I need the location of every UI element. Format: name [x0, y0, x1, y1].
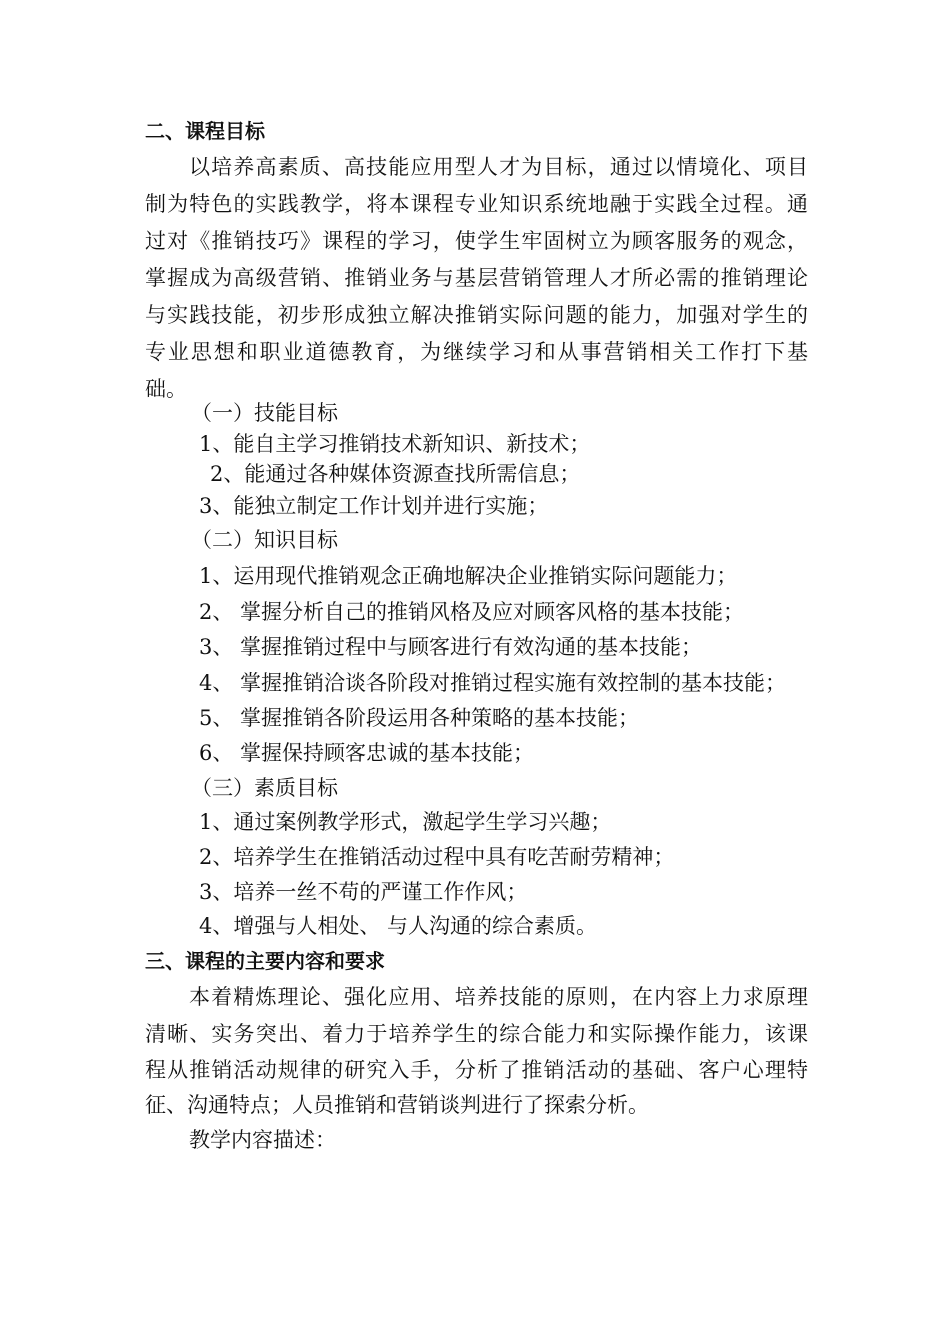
section-2-heading: 二、课程目标: [145, 119, 265, 143]
knowledge-goal-item-5: 5、 掌握推销各阶段运用各种策略的基本技能；: [199, 706, 640, 730]
section-2-paragraph-line-1: 以培养高素质、高技能应用型人才为目标，通过以情境化、项目: [189, 155, 808, 179]
skills-goal-item-3: 3、能独立制定工作计划并进行实施；: [199, 494, 549, 518]
section-2-paragraph-line-4: 掌握成为高级营销、推销业务与基层营销管理人才所必需的推销理论: [145, 266, 808, 290]
knowledge-goal-item-2: 2、 掌握分析自己的推销风格及应对顾客风格的基本技能；: [199, 600, 745, 624]
knowledge-goal-item-6: 6、 掌握保持顾客忠诚的基本技能；: [199, 741, 535, 765]
skills-goal-item-2: 2、能通过各种媒体资源查找所需信息；: [210, 462, 581, 486]
section-3-paragraph-line-2: 清晰、实务突出、着力于培养学生的综合能力和实际操作能力，该课: [145, 1022, 808, 1046]
teaching-content-label: 教学内容描述：: [189, 1128, 336, 1152]
knowledge-goal-item-4: 4、 掌握推销洽谈各阶段对推销过程实施有效控制的基本技能；: [199, 671, 787, 695]
section-3-paragraph-line-3: 程从推销活动规律的研究入手，分析了推销活动的基础、客户心理特: [145, 1058, 808, 1082]
knowledge-goal-item-3: 3、 掌握推销过程中与顾客进行有效沟通的基本技能；: [199, 635, 703, 659]
skills-goal-title: （一）技能目标: [191, 401, 338, 425]
section-2-paragraph-line-2: 制为特色的实践教学，将本课程专业知识系统地融于实践全过程。通: [145, 192, 808, 216]
knowledge-goal-title: （二）知识目标: [191, 528, 338, 552]
section-3-paragraph-line-4: 征、沟通特点；人员推销和营销谈判进行了探索分析。: [145, 1093, 649, 1117]
quality-goal-title: （三）素质目标: [191, 776, 338, 800]
section-2-paragraph-line-5: 与实践技能，初步形成独立解决推销实际问题的能力，加强对学生的: [145, 303, 808, 327]
section-2-paragraph-line-6: 专业思想和职业道德教育，为继续学习和从事营销相关工作打下基: [145, 340, 808, 364]
quality-goal-item-4: 4、增强与人相处、 与人沟通的综合素质。: [199, 914, 598, 938]
section-2-paragraph-line-3: 过对《推销技巧》课程的学习，使学生牢固树立为顾客服务的观念，: [145, 229, 808, 253]
quality-goal-item-3: 3、培养一丝不苟的严谨工作作风；: [199, 880, 528, 904]
quality-goal-item-1: 1、通过案例教学形式，激起学生学习兴趣；: [199, 810, 612, 834]
section-2-paragraph-line-7: 础。: [145, 377, 187, 401]
quality-goal-item-2: 2、培养学生在推销活动过程中具有吃苦耐劳精神；: [199, 845, 675, 869]
section-3-paragraph-line-1: 本着精炼理论、强化应用、培养技能的原则，在内容上力求原理: [189, 985, 808, 1009]
skills-goal-item-1: 1、能自主学习推销技术新知识、新技术；: [199, 432, 591, 456]
section-3-heading: 三、课程的主要内容和要求: [145, 949, 385, 973]
knowledge-goal-item-1: 1、运用现代推销观念正确地解决企业推销实际问题能力；: [199, 564, 738, 588]
